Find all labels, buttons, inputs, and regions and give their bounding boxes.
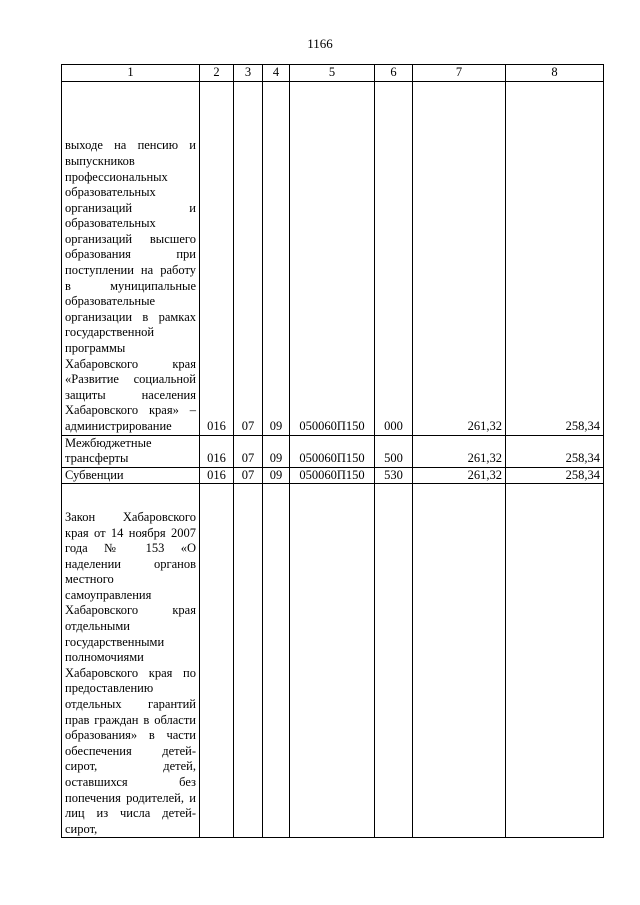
cell-section: 07 [234,467,263,484]
cell-target-article: 050060П150 [290,467,375,484]
row-name: Закон Хабаровского края от 14 ноября 2007 года № 153 «О наделении органов местного самоуправления Хабаровского края отдельными государственными полномочиями Хабаровского края по предоставлению отдельных гарантий прав граждан в области образования» в части обеспечения детей-сирот, детей, оставшихся без попечения родителей, и лиц из числа детей-сирот, [62,484,200,838]
cell-amount-1: 261,32 [413,435,506,467]
cell-section: 07 [234,435,263,467]
row-name: выходе на пенсию и выпускников профессиональных образовательных организаций и образовательных организаций высшего образования при поступлении на работу в муниципальные образовательные организации в рамках государственной программы Хабаровского края «Развитие социальной защиты населения Хабаровского края» – администрирование [62,81,200,435]
page-number: 1166 [307,36,333,51]
cell-amount-2: 258,34 [506,435,604,467]
header-col-4: 4 [263,65,290,82]
table-row [62,467,604,484]
header-col-1: 1 [62,65,200,82]
table-row [62,484,604,838]
table-row [62,81,604,435]
cell-amount-2: 258,34 [506,81,604,435]
cell-subsection [263,484,290,838]
cell-expense-type: 000 [375,81,413,435]
cell-subsection: 09 [263,435,290,467]
budget-table [61,64,604,838]
cell-amount-2 [506,484,604,838]
table-row [62,435,604,467]
cell-subsection: 09 [263,467,290,484]
cell-target-article: 050060П150 [290,435,375,467]
cell-target-article [290,484,375,838]
cell-ministry-code: 016 [200,467,234,484]
cell-expense-type: 530 [375,467,413,484]
cell-section [234,484,263,838]
cell-section: 07 [234,81,263,435]
cell-subsection: 09 [263,81,290,435]
cell-amount-1: 261,32 [413,81,506,435]
table-header-row [62,65,604,82]
header-col-7: 7 [413,65,506,82]
cell-expense-type [375,484,413,838]
header-col-5: 5 [290,65,375,82]
header-col-3: 3 [234,65,263,82]
cell-amount-2: 258,34 [506,467,604,484]
cell-target-article: 050060П150 [290,81,375,435]
row-name: Субвенции [62,467,200,484]
header-col-6: 6 [375,65,413,82]
header-col-8: 8 [506,65,604,82]
header-col-2: 2 [200,65,234,82]
cell-amount-1: 261,32 [413,467,506,484]
cell-ministry-code [200,484,234,838]
row-name: Межбюджетные трансферты [62,435,200,467]
cell-ministry-code: 016 [200,435,234,467]
cell-expense-type: 500 [375,435,413,467]
cell-amount-1 [413,484,506,838]
cell-ministry-code: 016 [200,81,234,435]
